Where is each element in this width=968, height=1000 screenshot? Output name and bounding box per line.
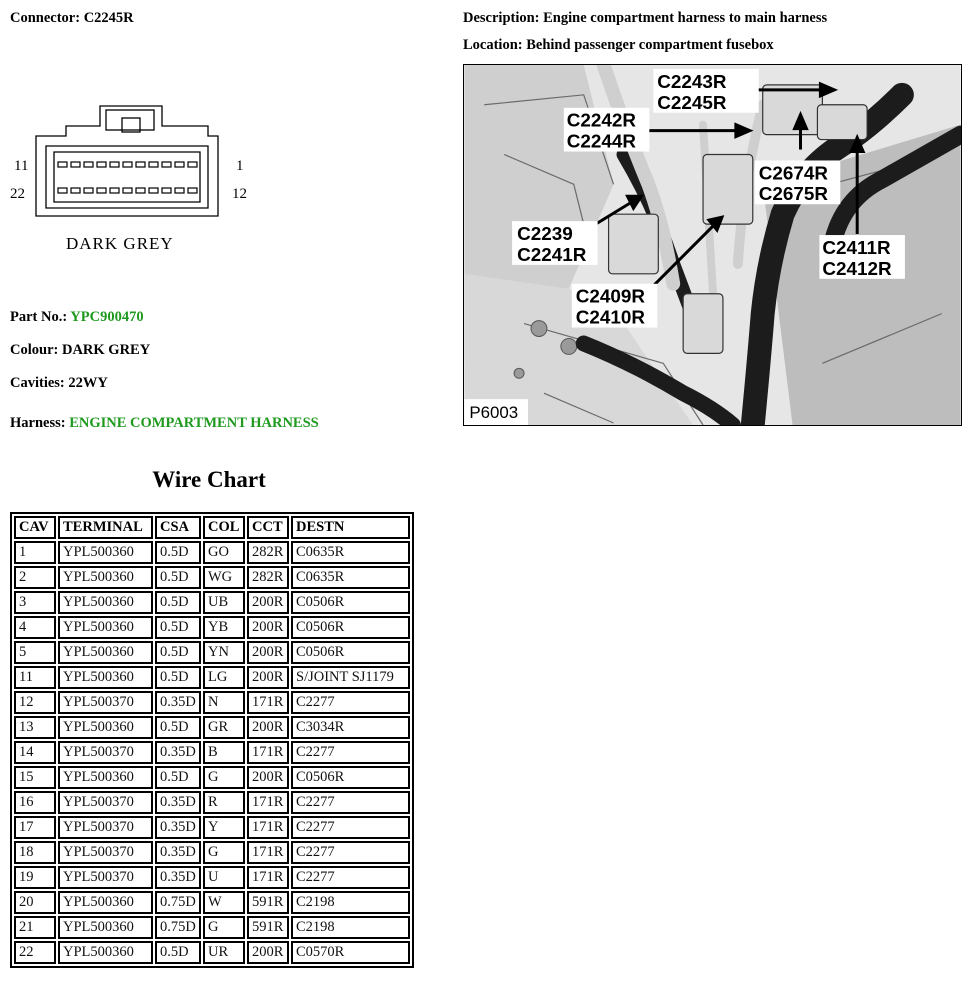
cell-destn: C0635R bbox=[291, 566, 410, 589]
pin-cavity bbox=[136, 188, 145, 193]
header-col: COL bbox=[203, 516, 245, 539]
harness-line bbox=[10, 415, 319, 432]
cell-cav: 12 bbox=[14, 691, 56, 714]
cell-cav: 2 bbox=[14, 566, 56, 589]
cell-destn: C0506R bbox=[291, 766, 410, 789]
cell-destn: C2277 bbox=[291, 866, 410, 889]
table-row bbox=[14, 741, 410, 764]
pin-cavity bbox=[97, 162, 106, 167]
part-no-link[interactable]: YPC900470 bbox=[70, 309, 144, 325]
cell-cct: 171R bbox=[247, 791, 289, 814]
wire-chart-title: Wire Chart bbox=[152, 467, 266, 492]
cell-col: G bbox=[203, 841, 245, 864]
connector-face-diagram bbox=[8, 98, 268, 268]
cell-col: UB bbox=[203, 591, 245, 614]
cell-csa: 0.5D bbox=[155, 941, 201, 964]
colour-value: DARK GREY bbox=[61, 342, 151, 358]
cell-csa: 0.35D bbox=[155, 691, 201, 714]
cell-terminal: YPL500370 bbox=[58, 691, 153, 714]
table-row bbox=[14, 916, 410, 939]
cell-csa: 0.5D bbox=[155, 616, 201, 639]
cell-cav: 21 bbox=[14, 916, 56, 939]
cell-cav: 22 bbox=[14, 941, 56, 964]
cell-col: G bbox=[203, 766, 245, 789]
cell-csa: 0.35D bbox=[155, 816, 201, 839]
cell-csa: 0.35D bbox=[155, 841, 201, 864]
callout-c2243r bbox=[653, 69, 758, 114]
cell-col: UR bbox=[203, 941, 245, 964]
callout-text-c2410r: C2410R bbox=[575, 307, 646, 329]
pin-cavity bbox=[162, 162, 171, 167]
callout-c2239 bbox=[512, 221, 598, 266]
cell-cav: 20 bbox=[14, 891, 56, 914]
diagram-colour-label: DARK GREY bbox=[66, 234, 174, 253]
pin-cavity bbox=[84, 162, 93, 167]
location-label: Location: bbox=[463, 37, 523, 53]
pin-cavity bbox=[188, 188, 197, 193]
cell-terminal: YPL500360 bbox=[58, 716, 153, 739]
pin-cavity bbox=[123, 162, 132, 167]
cell-cct: 200R bbox=[247, 666, 289, 689]
pin-cavity bbox=[71, 162, 80, 167]
cell-csa: 0.75D bbox=[155, 916, 201, 939]
table-row bbox=[14, 616, 410, 639]
cell-destn: C0635R bbox=[291, 541, 410, 564]
table-row bbox=[14, 766, 410, 789]
cell-destn: C0506R bbox=[291, 616, 410, 639]
cell-destn: C2277 bbox=[291, 691, 410, 714]
callout-text-c2243r: C2243R bbox=[657, 71, 727, 93]
callout-text-c2412r: C2412R bbox=[822, 258, 892, 280]
cell-cct: 171R bbox=[247, 691, 289, 714]
table-row bbox=[14, 816, 410, 839]
callout-text-c2411r: C2411R bbox=[822, 237, 891, 259]
cell-cav: 19 bbox=[14, 866, 56, 889]
pin-cavity bbox=[136, 162, 145, 167]
cell-destn: C3034R bbox=[291, 716, 410, 739]
callout-text-c2241r: C2241R bbox=[517, 244, 587, 266]
table-row bbox=[14, 866, 410, 889]
harness-label: Harness: bbox=[10, 415, 66, 431]
callout-text-c2674r: C2674R bbox=[758, 163, 829, 185]
header-csa: CSA bbox=[155, 516, 201, 539]
cell-csa: 0.75D bbox=[155, 891, 201, 914]
cell-cct: 282R bbox=[247, 541, 289, 564]
cell-destn: C2277 bbox=[291, 741, 410, 764]
pin-cavity bbox=[123, 188, 132, 193]
table-row bbox=[14, 541, 410, 564]
cell-col: WG bbox=[203, 566, 245, 589]
pin-cavity bbox=[58, 188, 67, 193]
cell-terminal: YPL500360 bbox=[58, 591, 153, 614]
cell-cct: 171R bbox=[247, 841, 289, 864]
pin-cavity bbox=[162, 188, 171, 193]
cell-col: G bbox=[203, 916, 245, 939]
cell-terminal: YPL500360 bbox=[58, 941, 153, 964]
cell-col: R bbox=[203, 791, 245, 814]
cell-cct: 171R bbox=[247, 866, 289, 889]
cell-csa: 0.5D bbox=[155, 541, 201, 564]
cell-terminal: YPL500370 bbox=[58, 816, 153, 839]
cell-cct: 591R bbox=[247, 916, 289, 939]
table-row bbox=[14, 641, 410, 664]
callout-text-c2244r: C2244R bbox=[566, 131, 637, 153]
table-row bbox=[14, 791, 410, 814]
cell-terminal: YPL500360 bbox=[58, 566, 153, 589]
pin-cavity bbox=[149, 162, 158, 167]
cell-terminal: YPL500360 bbox=[58, 541, 153, 564]
cell-terminal: YPL500360 bbox=[58, 891, 153, 914]
cell-destn: C0506R bbox=[291, 591, 410, 614]
cell-col: LG bbox=[203, 666, 245, 689]
cell-cav: 4 bbox=[14, 616, 56, 639]
location-value: Behind passenger compartment fusebox bbox=[526, 37, 774, 53]
pin-cavity bbox=[175, 162, 184, 167]
header-cct: CCT bbox=[247, 516, 289, 539]
cell-cct: 591R bbox=[247, 891, 289, 914]
description-value: Engine compartment harness to main harness bbox=[543, 10, 828, 26]
cell-csa: 0.35D bbox=[155, 866, 201, 889]
cell-col: W bbox=[203, 891, 245, 914]
cell-destn: C2277 bbox=[291, 841, 410, 864]
callout-c2674r bbox=[755, 160, 841, 205]
cell-terminal: YPL500360 bbox=[58, 916, 153, 939]
cell-csa: 0.35D bbox=[155, 791, 201, 814]
cell-destn: C0570R bbox=[291, 941, 410, 964]
cell-csa: 0.5D bbox=[155, 591, 201, 614]
cell-cav: 3 bbox=[14, 591, 56, 614]
pin-label-1: 1 bbox=[236, 158, 244, 174]
cell-cct: 200R bbox=[247, 766, 289, 789]
callout-text-c2242r: C2242R bbox=[566, 110, 637, 132]
table-row bbox=[14, 566, 410, 589]
connector-line bbox=[10, 10, 134, 27]
pin-row-bottom bbox=[58, 188, 197, 193]
cell-cct: 200R bbox=[247, 941, 289, 964]
cell-col: B bbox=[203, 741, 245, 764]
callout-c2411r bbox=[819, 235, 905, 280]
cell-terminal: YPL500370 bbox=[58, 741, 153, 764]
pin-cavity bbox=[175, 188, 184, 193]
cell-cct: 200R bbox=[247, 616, 289, 639]
cell-col: U bbox=[203, 866, 245, 889]
pin-label-11: 11 bbox=[14, 158, 29, 174]
photo-ref: P6003 bbox=[469, 403, 519, 423]
cell-csa: 0.5D bbox=[155, 766, 201, 789]
cell-cav: 15 bbox=[14, 766, 56, 789]
pin-label-22: 22 bbox=[10, 186, 25, 202]
cell-destn: C0506R bbox=[291, 641, 410, 664]
cell-cav: 16 bbox=[14, 791, 56, 814]
callout-text-c2239: C2239 bbox=[517, 224, 573, 246]
cell-terminal: YPL500370 bbox=[58, 866, 153, 889]
part-no-label: Part No.: bbox=[10, 309, 68, 325]
cell-csa: 0.5D bbox=[155, 641, 201, 664]
cavities-line bbox=[10, 375, 108, 392]
table-row bbox=[14, 891, 410, 914]
cell-terminal: YPL500360 bbox=[58, 766, 153, 789]
cell-destn: C2198 bbox=[291, 916, 410, 939]
cell-col: YB bbox=[203, 616, 245, 639]
connector-value: C2245R bbox=[83, 10, 134, 26]
pin-cavity bbox=[188, 162, 197, 167]
description-label: Description: bbox=[463, 10, 540, 26]
pin-cavity bbox=[84, 188, 93, 193]
cell-cct: 282R bbox=[247, 566, 289, 589]
pin-cavity bbox=[149, 188, 158, 193]
callout-text-c2245r: C2245R bbox=[657, 92, 727, 114]
cell-cct: 200R bbox=[247, 591, 289, 614]
cell-terminal: YPL500370 bbox=[58, 841, 153, 864]
cell-col: N bbox=[203, 691, 245, 714]
cell-csa: 0.5D bbox=[155, 566, 201, 589]
cell-cav: 14 bbox=[14, 741, 56, 764]
pin-cavity bbox=[97, 188, 106, 193]
table-row bbox=[14, 691, 410, 714]
wire-chart-body bbox=[14, 541, 410, 964]
cell-cav: 18 bbox=[14, 841, 56, 864]
cell-destn: S/JOINT SJ1179 bbox=[291, 666, 410, 689]
cell-cav: 11 bbox=[14, 666, 56, 689]
cell-cct: 171R bbox=[247, 741, 289, 764]
cell-cav: 5 bbox=[14, 641, 56, 664]
callout-c2242r bbox=[564, 108, 650, 153]
cell-cav: 1 bbox=[14, 541, 56, 564]
colour-line bbox=[10, 342, 150, 359]
connector-label: Connector: bbox=[10, 10, 81, 26]
description-line bbox=[463, 10, 827, 27]
cell-cct: 200R bbox=[247, 716, 289, 739]
wire-chart-header-row bbox=[14, 516, 410, 539]
pin-label-12: 12 bbox=[232, 186, 247, 202]
pin-cavity bbox=[58, 162, 67, 167]
cell-terminal: YPL500360 bbox=[58, 666, 153, 689]
table-row bbox=[14, 666, 410, 689]
pin-row-top bbox=[58, 162, 197, 167]
callout-text-c2409r: C2409R bbox=[575, 286, 646, 308]
cell-cav: 13 bbox=[14, 716, 56, 739]
cell-destn: C2198 bbox=[291, 891, 410, 914]
header-terminal: TERMINAL bbox=[58, 516, 153, 539]
cell-cav: 17 bbox=[14, 816, 56, 839]
cell-col: Y bbox=[203, 816, 245, 839]
pin-cavity bbox=[110, 162, 119, 167]
cell-csa: 0.5D bbox=[155, 666, 201, 689]
callout-text-c2675r: C2675R bbox=[758, 184, 829, 206]
cavities-label: Cavities: bbox=[10, 375, 65, 391]
table-row bbox=[14, 941, 410, 964]
cell-destn: C2277 bbox=[291, 791, 410, 814]
cell-csa: 0.5D bbox=[155, 716, 201, 739]
cell-terminal: YPL500360 bbox=[58, 616, 153, 639]
cell-destn: C2277 bbox=[291, 816, 410, 839]
cell-csa: 0.35D bbox=[155, 741, 201, 764]
pin-cavity bbox=[71, 188, 80, 193]
header-cav: CAV bbox=[14, 516, 56, 539]
cell-cct: 200R bbox=[247, 641, 289, 664]
cell-terminal: YPL500370 bbox=[58, 791, 153, 814]
cell-terminal: YPL500360 bbox=[58, 641, 153, 664]
colour-label: Colour: bbox=[10, 342, 59, 358]
part-no-line bbox=[10, 309, 144, 326]
harness-link[interactable]: ENGINE COMPARTMENT HARNESS bbox=[69, 415, 319, 431]
cell-col: GO bbox=[203, 541, 245, 564]
table-row bbox=[14, 591, 410, 614]
header-destn: DESTN bbox=[291, 516, 410, 539]
cell-col: YN bbox=[203, 641, 245, 664]
cell-col: GR bbox=[203, 716, 245, 739]
cavities-value: 22WY bbox=[68, 375, 108, 391]
location-line bbox=[463, 37, 774, 54]
location-photo bbox=[463, 64, 962, 426]
callout-c2409r bbox=[572, 284, 658, 329]
table-row bbox=[14, 841, 410, 864]
table-row bbox=[14, 716, 410, 739]
cell-cct: 171R bbox=[247, 816, 289, 839]
wire-chart-table bbox=[10, 512, 414, 968]
pin-cavity bbox=[110, 188, 119, 193]
